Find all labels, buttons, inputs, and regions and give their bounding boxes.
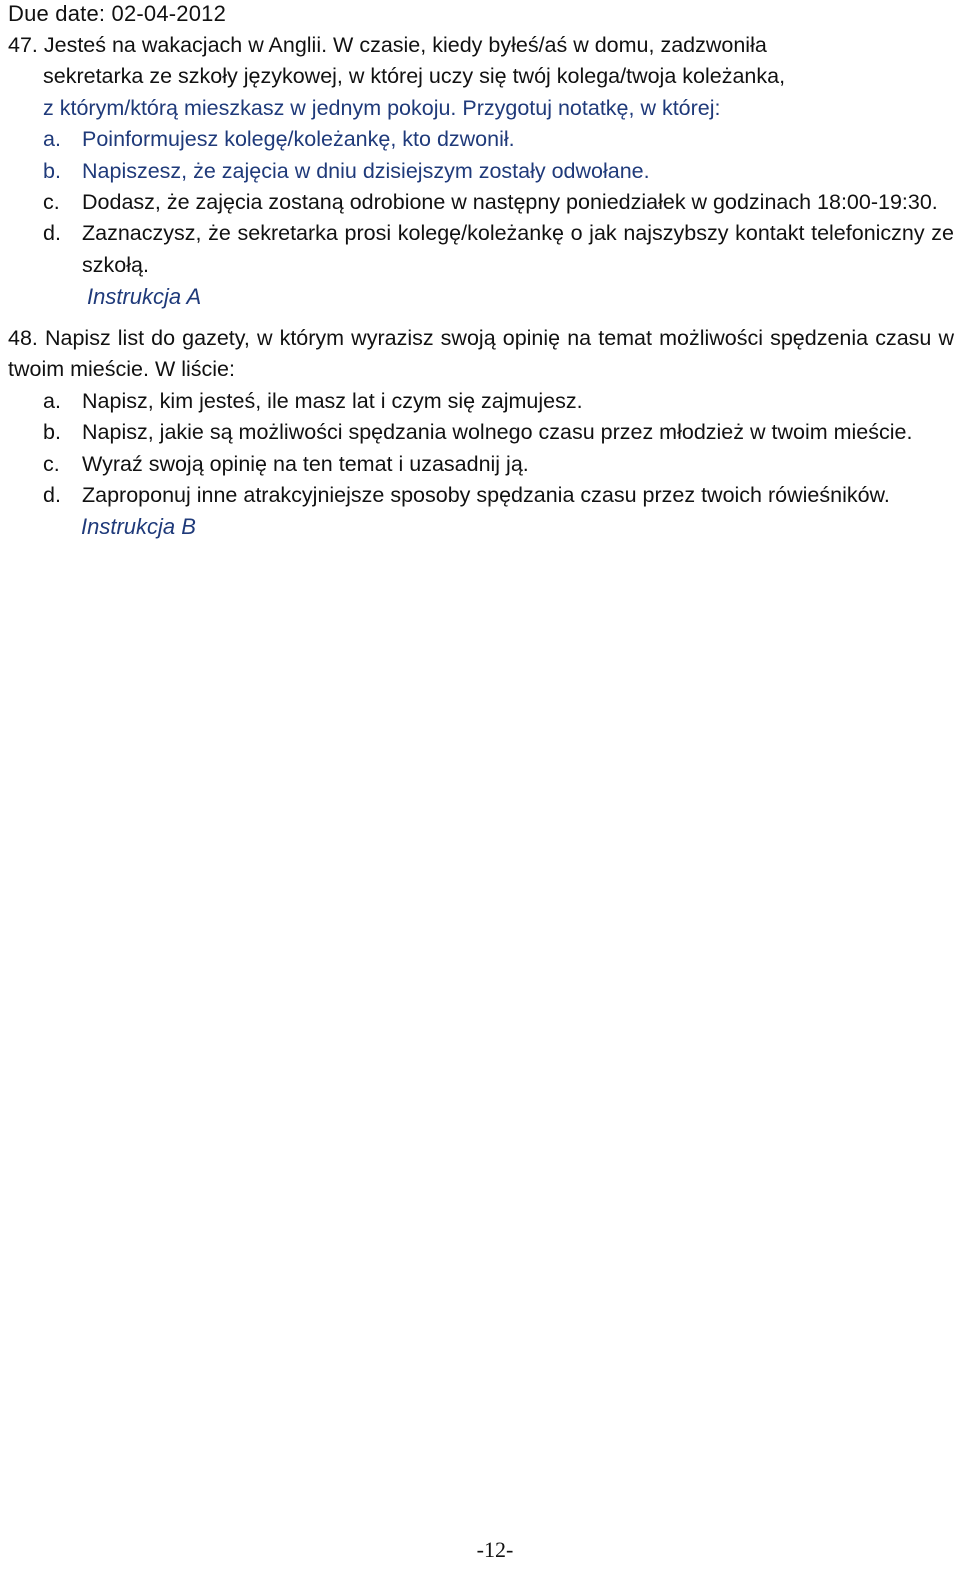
task-47-item-d [8, 218, 954, 281]
item-letter: d. [43, 483, 61, 508]
task-48-item-c [8, 449, 954, 480]
item-text: Zaproponuj inne atrakcyjniejsze sposoby spędzania czasu przez twoich rówieśników. [82, 483, 890, 508]
page-number: -12- [476, 1537, 514, 1562]
item-letter: a. [43, 127, 61, 152]
due-date: Due date: 02-04-2012 [8, 1, 227, 26]
item-letter: b. [43, 158, 61, 183]
task-48-intro: 48. Napisz list do gazety, w którym wyrazisz swoją opinię na temat możliwości spędzenia czasu w twoim mieście. W liście: [8, 326, 954, 382]
item-text: Zaznaczysz, że sekretarka prosi kolegę/koleżankę o jak najszybszy kontakt telefoniczny ze szkołą. [82, 221, 954, 277]
item-text: Wyraź swoją opinię na ten temat i uzasadnij ją. [82, 451, 529, 476]
task-47 [8, 30, 954, 313]
task-47-intro-line-1: 47. Jesteś na wakacjach w Anglii. W czasie, kiedy byłeś/aś w domu, zadzwoniła [8, 33, 767, 57]
task-48-item-a [8, 386, 954, 417]
instruction-b: Instrukcja B [81, 514, 196, 540]
item-letter: a. [43, 388, 61, 413]
item-text: Poinformujesz kolegę/koleżankę, kto dzwonił. [82, 127, 515, 152]
task-47-item-c [8, 187, 954, 218]
item-letter: d. [43, 221, 61, 246]
item-text: Napiszesz, że zajęcia w dniu dzisiejszym zostały odwołane. [82, 158, 650, 183]
item-text: Napisz, jakie są możliwości spędzania wolnego czasu przez młodzież w twoim mieście. [82, 420, 913, 445]
item-text: Dodasz, że zajęcia zostaną odrobione w następny poniedziałek w godzinach 18:00-19:30. [82, 190, 938, 215]
task-47-item-b [8, 156, 954, 187]
item-letter: c. [43, 451, 60, 476]
item-letter: b. [43, 420, 61, 445]
task-47-intro-line-3: z którym/którą mieszkasz w jednym pokoju. Przygotuj notatkę, w której: [43, 95, 721, 120]
task-48-item-b [8, 417, 954, 448]
task-47-intro-line-2: sekretarka ze szkoły językowej, w której uczy się twój kolega/twoja koleżanka, [43, 64, 786, 89]
item-letter: c. [43, 190, 60, 215]
item-text: Napisz, kim jesteś, ile masz lat i czym się zajmujesz. [82, 388, 583, 413]
instruction-a: Instrukcja A [87, 284, 202, 310]
task-48-item-d [8, 480, 954, 511]
task-47-item-a [8, 124, 954, 155]
task-48 [8, 323, 954, 543]
